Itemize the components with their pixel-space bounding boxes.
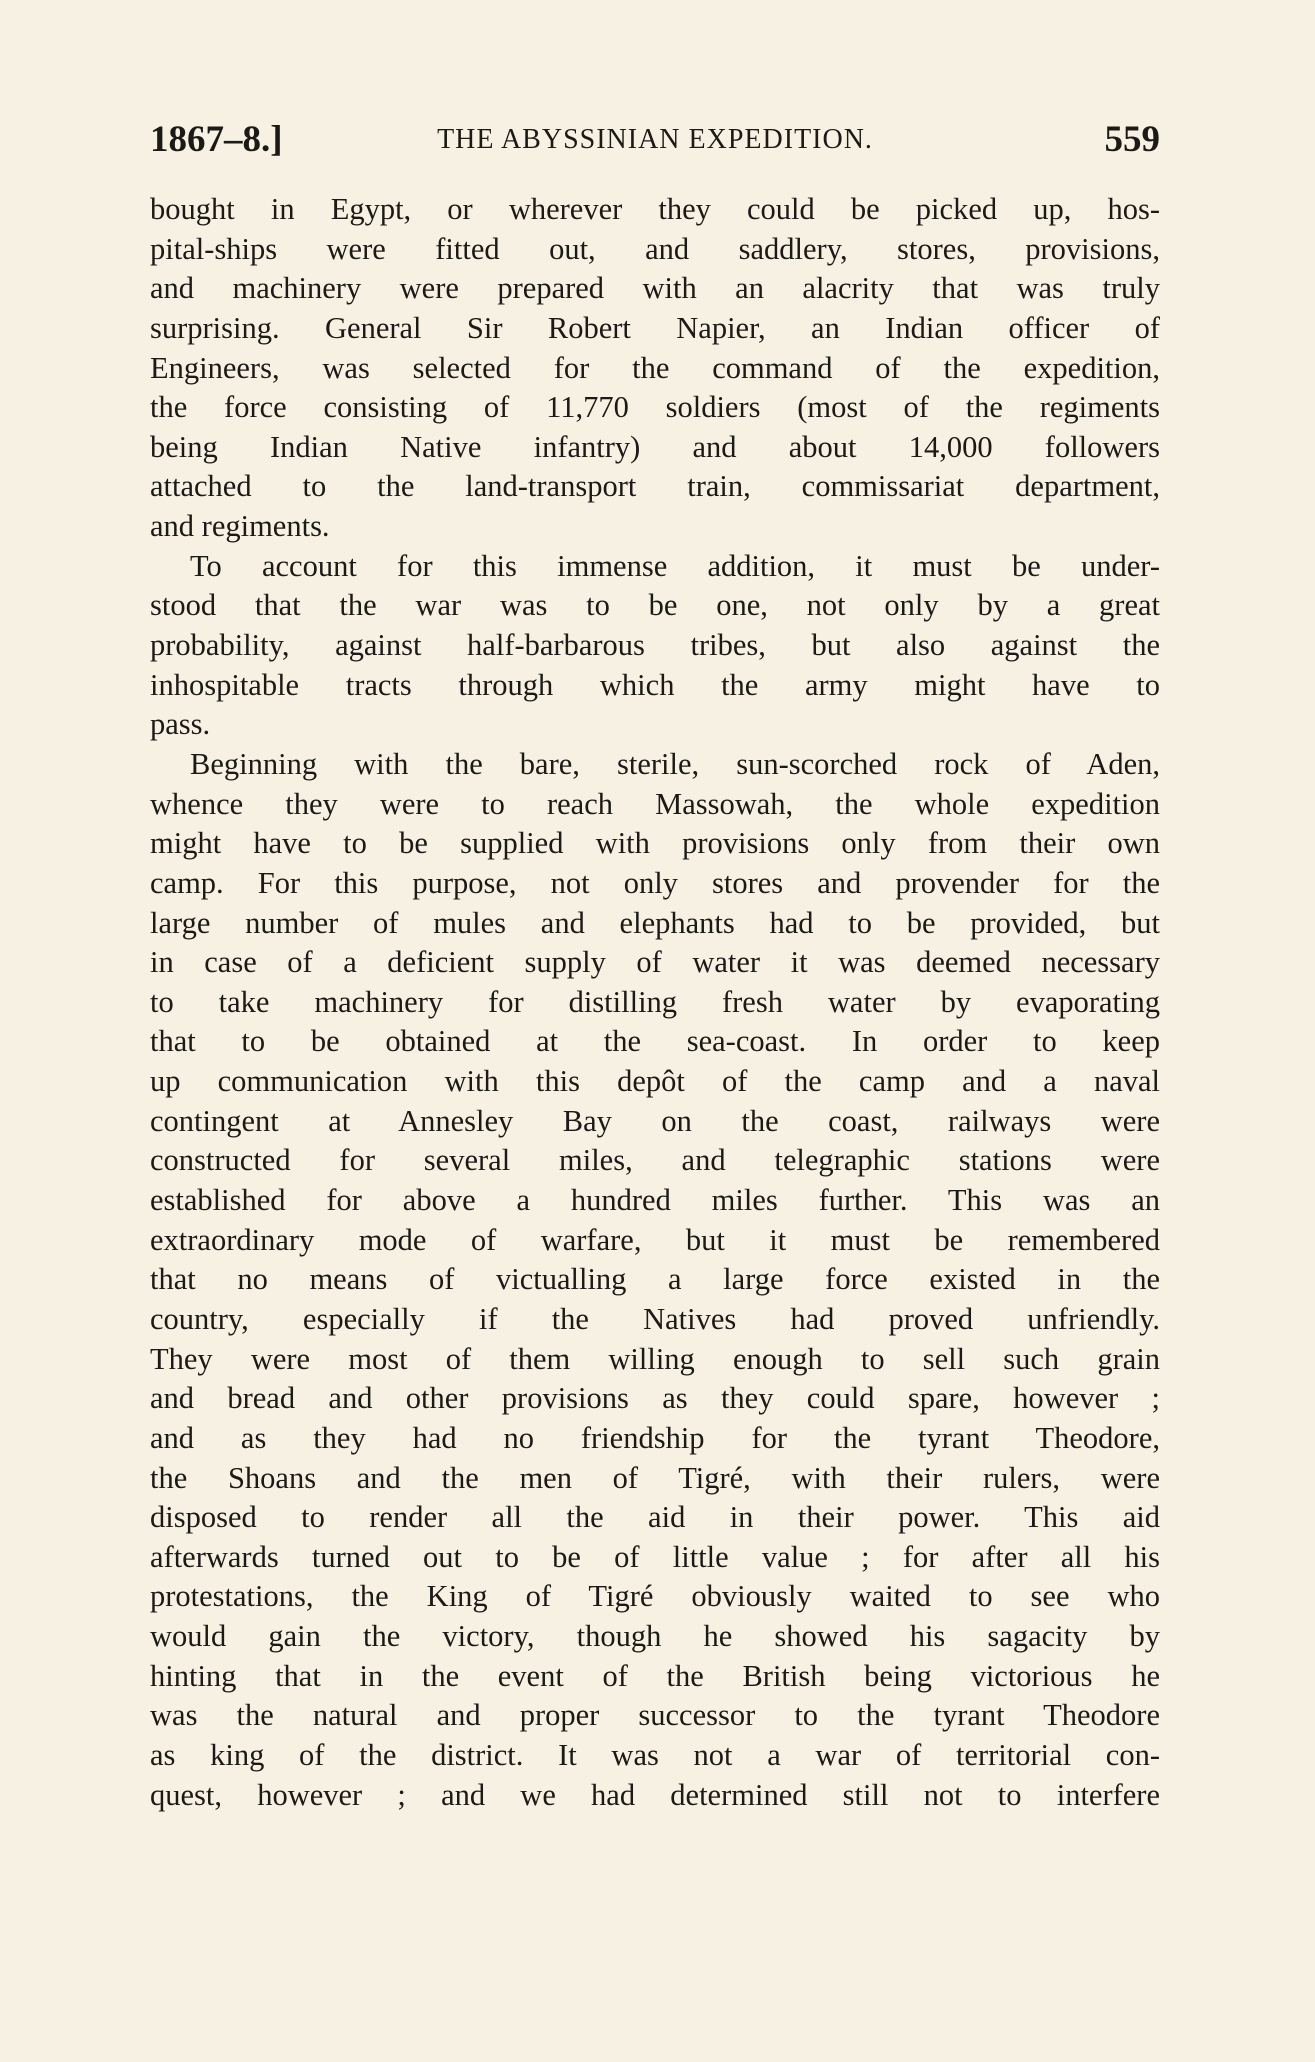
text-line: that no means of victualling a large force existed in the — [150, 1262, 1160, 1297]
text-line: and as they had no friendship for the tyrant Theodore, — [150, 1420, 1160, 1455]
text-line: attached to the land-transport train, commissariat department, — [150, 469, 1160, 504]
page-number: 559 — [1104, 119, 1160, 160]
text-line: disposed to render all the aid in their power. This aid — [150, 1500, 1160, 1535]
text-line: afterwards turned out to be of little value ; for after all his — [150, 1539, 1160, 1574]
header-year: 1867–8.] — [150, 119, 283, 160]
text-line: To account for this immense addition, it must be under- — [190, 548, 1160, 583]
text-line: the Shoans and the men of Tigré, with their rulers, were — [150, 1460, 1160, 1495]
body-text — [150, 190, 1160, 1815]
text-line: and machinery were prepared with an alacrity that was truly — [150, 271, 1160, 306]
text-line: They were most of them willing enough to sell such grain — [150, 1341, 1160, 1376]
text-line: and bread and other provisions as they could spare, however ; — [150, 1381, 1160, 1416]
text-line: camp. For this purpose, not only stores and provender for the — [150, 865, 1160, 900]
text-line: would gain the victory, though he showed his sagacity by — [150, 1619, 1160, 1654]
running-header — [150, 118, 1160, 168]
text-line: up communication with this depôt of the camp and a naval — [150, 1064, 1160, 1099]
text-line: was the natural and proper successor to the tyrant Theodore — [150, 1698, 1160, 1733]
text-line: bought in Egypt, or wherever they could be picked up, hos- — [150, 192, 1160, 226]
text-line: and regiments. — [150, 509, 330, 544]
text-line: country, especially if the Natives had proved unfriendly. — [150, 1301, 1160, 1336]
text-line: Engineers, was selected for the command of the expedition, — [150, 350, 1160, 385]
text-line: as king of the district. It was not a war of territorial con- — [150, 1737, 1160, 1772]
header-title: THE ABYSSINIAN EXPEDITION. — [437, 124, 873, 155]
text-line: protestations, the King of Tigré obviously waited to see who — [150, 1579, 1160, 1614]
text-line: being Indian Native infantry) and about 14,000 followers — [150, 429, 1160, 464]
text-line: probability, against half-barbarous tribes, but also against the — [150, 628, 1160, 663]
text-line: large number of mules and elephants had to be provided, but — [150, 905, 1160, 940]
text-line: stood that the war was to be one, not only by a great — [150, 588, 1160, 623]
text-line: the force consisting of 11,770 soldiers (most of the regiments — [150, 390, 1160, 425]
text-line: extraordinary mode of warfare, but it must be remembered — [150, 1222, 1160, 1257]
text-line: inhospitable tracts through which the army might have to — [150, 667, 1160, 702]
text-line: that to be obtained at the sea-coast. In order to keep — [150, 1024, 1160, 1059]
text-line: pass. — [150, 707, 211, 742]
text-line: constructed for several miles, and telegraphic stations were — [150, 1143, 1160, 1178]
text-line: hinting that in the event of the British being victorious he — [150, 1658, 1160, 1693]
text-line: contingent at Annesley Bay on the coast, railways were — [150, 1103, 1160, 1138]
text-line: Beginning with the bare, sterile, sun-scorched rock of Aden, — [190, 746, 1160, 781]
text-line: whence they were to reach Massowah, the whole expedition — [150, 786, 1160, 821]
text-line: in case of a deficient supply of water it was deemed necessary — [150, 945, 1160, 980]
text-line: pital-ships were fitted out, and saddlery, stores, provisions, — [150, 231, 1160, 266]
text-line: surprising. General Sir Robert Napier, an Indian officer of — [150, 310, 1160, 345]
text-line: to take machinery for distilling fresh water by evaporating — [150, 984, 1160, 1019]
text-line: might have to be supplied with provisions only from their own — [150, 826, 1160, 861]
text-line: established for above a hundred miles further. This was an — [150, 1183, 1160, 1218]
text-line: quest, however ; and we had determined still not to interfere — [150, 1777, 1160, 1812]
